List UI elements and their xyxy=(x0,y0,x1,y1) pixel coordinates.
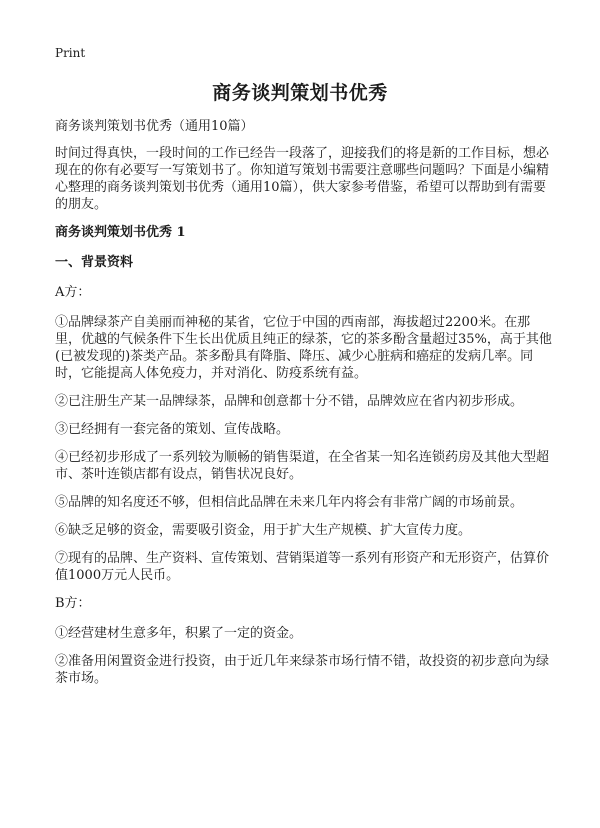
party-a-item: ⑦现有的品牌、生产资料、宣传策划、营销渠道等一系列有形资产和无形资产，估算价值1000万元人民币。 xyxy=(55,551,550,583)
document-subtitle: 商务谈判策划书优秀（通用10篇） xyxy=(55,119,254,134)
section-title: 商务谈判策划书优秀 1 xyxy=(55,225,186,240)
print-link[interactable]: Print xyxy=(55,46,86,60)
document-title: 商务谈判策划书优秀 xyxy=(212,82,388,104)
background-heading: 一、背景资料 xyxy=(55,255,134,270)
party-b-item: ①经营建材生意多年，积累了一定的资金。 xyxy=(55,626,303,641)
party-a-item: ⑥缺乏足够的资金，需要吸引资金，用于扩大生产规模、扩大宣传力度。 xyxy=(55,523,472,538)
party-a-label: A方： xyxy=(55,285,91,300)
party-a-item: ②已注册生产某一品牌绿茶，品牌和创意都十分不错，品牌效应在省内初步形成。 xyxy=(55,394,524,409)
party-b-label: B方： xyxy=(55,596,91,611)
party-b-item: ②准备用闲置资金进行投资，由于近几年来绿茶市场行情不错，故投资的初步意向为绿茶市场。 xyxy=(55,654,550,686)
document-body xyxy=(55,118,556,698)
party-a-item: ①品牌绿茶产自美丽而神秘的某省，它位于中国的西南部，海拔超过2200米。在那里，优越的气候条件下生长出优质且纯正的绿茶，它的茶多酚含量超过35%，高于其他(已被发现的)茶类产品。茶多酚具有降脂、降压、减少心脏病和癌症的发病几率。同时，它能提高人体免疫力，并对消化、防疫系统有益。 xyxy=(55,315,552,381)
intro-paragraph: 时间过得真快，一段时间的工作已经告一段落了，迎接我们的将是新的工作目标，想必现在的你有必要写一写策划书了。你知道写策划书需要注意哪些问题吗？下面是小编精心整理的商务谈判策划书优秀（通用10篇），供大家参考借鉴，希望可以帮助到有需要的朋友。 xyxy=(55,146,550,212)
party-a-item: ⑤品牌的知名度还不够，但相信此品牌在未来几年内将会有非常广阔的市场前景。 xyxy=(55,495,524,510)
party-a-item: ③已经拥有一套完备的策划、宣传战略。 xyxy=(55,422,290,437)
party-a-item: ④已经初步形成了一系列较为顺畅的销售渠道，在全省某一知名连锁药房及其他大型超市、茶叶连锁店都有设点，销售状况良好。 xyxy=(55,450,550,482)
